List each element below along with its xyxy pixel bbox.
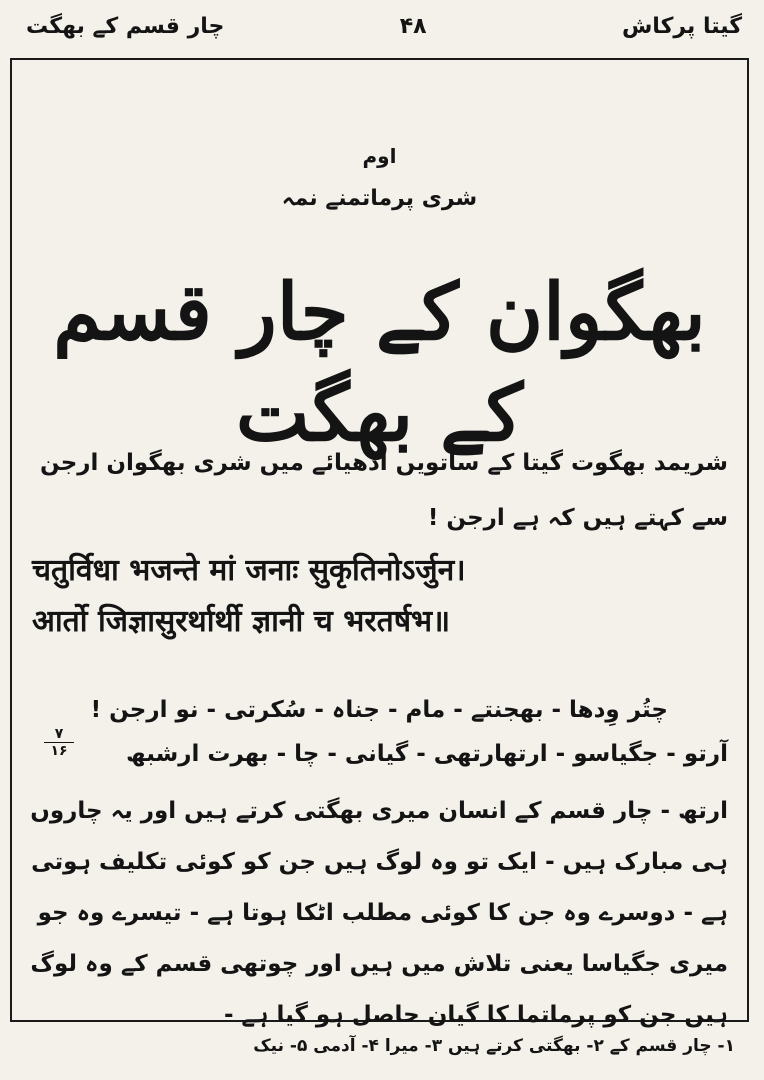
- transliteration-block: [22, 688, 728, 776]
- intro-line-2: سے کہتے ہیں کہ ہے ارجن !: [427, 505, 728, 531]
- meaning-line-5: ہیں جن کو پرماتما کا گیان حاصل ہو گیا ہے -: [223, 1002, 728, 1028]
- transliteration-line-1: چتُر وِدھا - بھجنتے - مام - جناہ - سُکرتی - نو ارجن !: [90, 697, 668, 723]
- running-header: [0, 0, 764, 52]
- footnote: ۱- چار قسم کے ۲- بھگتی کرتے ہیں ۳- میرا ۴- آدمی ۵- نیک: [253, 1036, 735, 1056]
- intro-paragraph: [22, 436, 728, 546]
- intro-line-1: شریمد بھگوت گیتا کے ساتویں ادھیائے میں شری بھگوان ارجن: [40, 450, 728, 476]
- transliteration-line-2: آرتو - جگیاسو - ارتھارتھی - گیانی - چا - بھرت ارشبھ: [125, 741, 728, 767]
- verse-reference: [44, 726, 74, 759]
- chapter-title: بھگوان کے چار قسم کے بھگت: [53, 267, 706, 460]
- meaning-line-1: ارتھ - چار قسم کے انسان میری بھگتی کرتے ہیں اور یہ چاروں: [30, 798, 728, 824]
- sanskrit-verse-line-2: आर्तो जिज्ञासुरर्थार्थी ज्ञानी च भरतर्षभ॥: [32, 604, 451, 639]
- meaning-line-2: ہی مبارک ہیں - ایک تو وہ لوگ ہیں جن کو کوئی تکلیف ہوتی: [31, 849, 728, 875]
- sanskrit-verse-line-1: चतुर्विधा भजन्ते मां जनाः सुकृतिनोऽर्जुन।: [32, 553, 466, 588]
- meaning-line-3: ہے - دوسرے وہ جن کا کوئی مطلب اٹکا ہوتا ہے - تیسرے وہ جو: [37, 900, 728, 926]
- meaning-line-4: میری جگیاسا یعنی تلاش میں ہیں اور چوتھی قسم کے وہ لوگ: [30, 951, 728, 977]
- om-heading: اوم: [362, 144, 397, 168]
- header-page-number: ۴۸: [399, 13, 427, 39]
- header-chapter-title: چار قسم کے بھگت: [26, 13, 225, 39]
- meaning-paragraph: [22, 786, 728, 1041]
- header-book-title: گیتا پرکاش: [621, 13, 742, 39]
- verse-reference-chapter: ۷: [44, 726, 74, 743]
- invocation-line: شری پرماتمنے نمہ: [281, 186, 478, 211]
- verse-reference-verse: ۱۶: [50, 743, 68, 759]
